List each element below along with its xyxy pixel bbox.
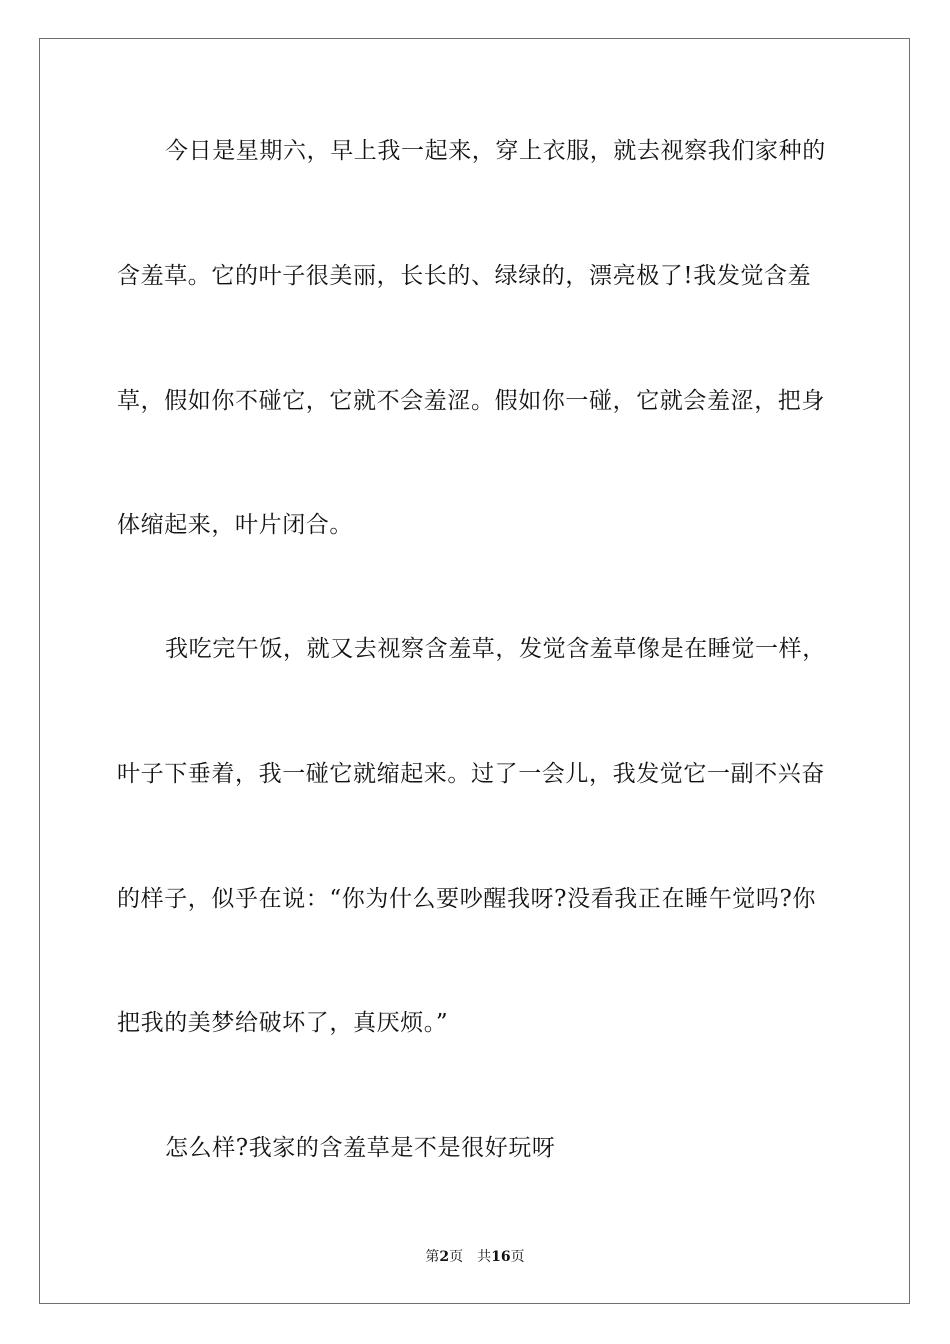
text-line: 叶子下垂着，我一碰它就缩起来。过了一会儿，我发觉它一副不兴奋 [117, 761, 825, 787]
text-line: 含羞草。它的叶子很美丽，长长的、绿绿的，漂亮极了!我发觉含羞 [117, 263, 812, 289]
text-line: 草，假如你不碰它，它就不会羞涩。假如你一碰，它就会羞涩，把身 [117, 388, 825, 414]
page-suffix: 页 [449, 1249, 464, 1265]
text-line: 体缩起来，叶片闭合。 [117, 512, 353, 538]
total-prefix: 共 [477, 1249, 492, 1265]
text-line: 我吃完午饭，就又去视察含羞草，发觉含羞草像是在睡觉一样， [165, 636, 826, 662]
page-prefix: 第 [425, 1249, 440, 1265]
total-pages: 16 [491, 1249, 511, 1265]
text-line: 把我的美梦给破坏了，真厌烦。” [117, 1010, 449, 1036]
text-line: 的样子，似乎在说：“你为什么要吵醒我呀?没看我正在睡午觉吗?你 [117, 886, 817, 912]
page-number: 2 [439, 1249, 450, 1265]
page-footer [0, 1248, 950, 1266]
page-border [39, 38, 910, 1304]
text-line: 今日是星期六，早上我一起来，穿上衣服，就去视察我们家种的 [165, 138, 826, 164]
text-line: 怎么样?我家的含羞草是不是很好玩呀 [165, 1135, 556, 1161]
total-suffix: 页 [510, 1249, 525, 1265]
